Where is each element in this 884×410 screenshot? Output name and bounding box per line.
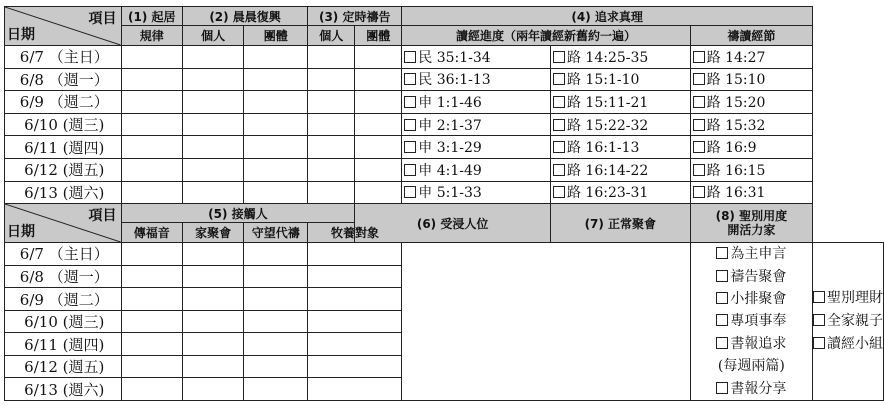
daily-row <box>5 68 884 91</box>
reading-ot-text: 申 1:1-46 <box>418 94 482 111</box>
home-meeting-header: 家聚會 <box>182 223 243 243</box>
meeting-item-label: 書報追求 <box>730 335 787 352</box>
revival-group-cell[interactable] <box>244 46 308 69</box>
date-label: 日期 <box>7 27 35 43</box>
intercession-cell[interactable] <box>244 333 308 356</box>
home-meeting-cell[interactable] <box>182 243 243 266</box>
group-morning-revival-header: (2) 晨晨復興 <box>182 7 307 26</box>
checkbox[interactable] <box>553 164 565 176</box>
consecration-header-line2: 開活力家 <box>727 223 776 238</box>
intercession-cell[interactable] <box>244 243 308 266</box>
meeting-item-label: 專項事奉 <box>730 313 787 330</box>
prayer-group-cell[interactable] <box>355 136 402 159</box>
reading-ot-cell[interactable] <box>402 113 551 136</box>
gospel-cell[interactable] <box>121 288 182 311</box>
pray-read-text: 路 14:27 <box>706 49 766 66</box>
meeting-item[interactable] <box>691 333 812 355</box>
pray-read-text: 路 16:9 <box>706 140 757 157</box>
checkbox[interactable] <box>693 119 705 131</box>
meeting-item[interactable] <box>691 378 812 400</box>
reading-nt-text: 路 16:1-13 <box>566 140 640 157</box>
checkbox[interactable] <box>693 164 705 176</box>
home-meeting-cell[interactable] <box>182 265 243 288</box>
group-truth-header: (4) 追求真理 <box>402 7 813 26</box>
shepherding-cell[interactable] <box>308 355 402 378</box>
intercession-header: 守望代禱 <box>244 223 308 243</box>
prayer-personal-cell[interactable] <box>308 158 355 181</box>
reading-progress-header: 讀經進度（兩年讀經新舊約一遍） <box>402 26 690 46</box>
gospel-cell[interactable] <box>121 333 182 356</box>
reading-nt-text: 路 16:23-31 <box>566 185 649 202</box>
checkbox[interactable] <box>716 292 728 304</box>
daily-row <box>5 181 884 204</box>
revival-personal-cell[interactable] <box>182 181 243 204</box>
prayer-personal-cell[interactable] <box>308 181 355 204</box>
date-cell: 6/11 (週四) <box>5 136 122 159</box>
checkbox[interactable] <box>404 96 416 108</box>
consecration-item[interactable] <box>813 310 883 333</box>
group-routine-header: (1) 起居 <box>121 7 182 26</box>
reading-nt-text: 路 15:11-21 <box>566 94 649 111</box>
reading-ot-cell[interactable] <box>402 136 551 159</box>
date-cell: 6/12 (週五) <box>5 158 122 181</box>
consecration-item[interactable] <box>813 287 883 310</box>
reading-nt-text: 路 15:22-32 <box>566 117 649 134</box>
group-consecration-header <box>690 204 812 243</box>
meeting-item-label: (每週兩篇) <box>717 358 785 375</box>
group-meeting-header: (7) 正常聚會 <box>550 204 690 243</box>
consecration-item[interactable] <box>813 333 883 356</box>
pray-read-cell[interactable] <box>690 91 812 114</box>
reading-ot-text: 申 2:1-37 <box>418 117 482 134</box>
pray-read-text: 路 15:10 <box>706 72 766 89</box>
shepherding-cell[interactable] <box>308 243 402 266</box>
checkbox[interactable] <box>404 73 416 85</box>
pray-read-text: 路 16:15 <box>706 162 766 179</box>
intercession-cell[interactable] <box>244 288 308 311</box>
consecration-item-label: 讀經小組 <box>827 336 883 353</box>
reading-nt-cell[interactable] <box>550 68 690 91</box>
meeting-item-label: 書報分享 <box>730 380 787 397</box>
routine-cell[interactable] <box>121 113 182 136</box>
consecration-item-label: 聖別理財 <box>827 290 883 307</box>
group-prayer-header: (3) 定時禱告 <box>308 7 402 26</box>
gospel-cell[interactable] <box>121 265 182 288</box>
routine-cell[interactable] <box>121 136 182 159</box>
shepherding-cell[interactable] <box>308 310 402 333</box>
revival-group-cell[interactable] <box>244 158 308 181</box>
reading-ot-text: 民 35:1-34 <box>418 49 491 66</box>
checkbox[interactable] <box>693 73 705 85</box>
morning-revival-group-header: 團體 <box>244 26 308 46</box>
checkbox[interactable] <box>404 164 416 176</box>
routine-cell[interactable] <box>121 158 182 181</box>
meeting-item-label: 為主申言 <box>730 246 787 263</box>
date-cell: 6/9 （週二） <box>5 288 122 311</box>
shepherding-cell[interactable] <box>308 265 402 288</box>
checkbox[interactable] <box>553 186 565 198</box>
checkbox[interactable] <box>716 270 728 282</box>
daily-row <box>5 158 884 181</box>
consecration-list-cell <box>813 243 884 401</box>
daily-row <box>5 113 884 136</box>
prayer-group-cell[interactable] <box>355 113 402 136</box>
pray-read-cell[interactable] <box>690 68 812 91</box>
pray-read-cell[interactable] <box>690 46 812 69</box>
prayer-group-cell[interactable] <box>355 91 402 114</box>
reading-nt-cell[interactable] <box>550 113 690 136</box>
routine-cell[interactable] <box>121 46 182 69</box>
meeting-item[interactable] <box>691 288 812 310</box>
date-cell: 6/13 (週六) <box>5 181 122 204</box>
revival-personal-cell[interactable] <box>182 113 243 136</box>
home-meeting-cell[interactable] <box>182 355 243 378</box>
pray-read-text: 路 15:32 <box>706 117 766 134</box>
checkbox[interactable] <box>693 186 705 198</box>
date-cell: 6/8 （週一） <box>5 68 122 91</box>
checkbox[interactable] <box>553 119 565 131</box>
meeting-item[interactable] <box>691 266 812 288</box>
pray-read-verse-header: 禱讀經節 <box>690 26 812 46</box>
checkbox[interactable] <box>553 51 565 63</box>
meeting-item[interactable] <box>691 310 812 332</box>
revival-group-cell[interactable] <box>244 136 308 159</box>
daily-row <box>5 46 884 69</box>
checkbox[interactable] <box>553 141 565 153</box>
reading-ot-cell[interactable] <box>402 158 551 181</box>
home-meeting-cell[interactable] <box>182 333 243 356</box>
daily-row <box>5 243 884 266</box>
prayer-personal-cell[interactable] <box>308 136 355 159</box>
reading-nt-cell[interactable] <box>550 46 690 69</box>
shepherding-cell[interactable] <box>308 378 402 401</box>
reading-ot-text: 申 3:1-29 <box>418 140 482 157</box>
reading-nt-cell[interactable] <box>550 91 690 114</box>
revival-group-cell[interactable] <box>244 68 308 91</box>
home-meeting-cell[interactable] <box>182 288 243 311</box>
reading-nt-text: 路 14:25-35 <box>566 49 649 66</box>
pray-read-cell[interactable] <box>690 181 812 204</box>
shepherding-cell[interactable] <box>308 288 402 311</box>
prayer-group-cell[interactable] <box>355 158 402 181</box>
date-cell: 6/7 （主日） <box>5 243 122 266</box>
pray-read-cell[interactable] <box>690 136 812 159</box>
routine-cell[interactable] <box>121 68 182 91</box>
prayer-personal-cell[interactable] <box>308 113 355 136</box>
gospel-cell[interactable] <box>121 378 182 401</box>
reading-nt-cell[interactable] <box>550 181 690 204</box>
prayer-personal-header: 個人 <box>308 26 355 46</box>
reading-ot-cell[interactable] <box>402 181 551 204</box>
date-cell: 6/9 （週二） <box>5 91 122 114</box>
checkbox[interactable] <box>404 186 416 198</box>
checkbox[interactable] <box>404 51 416 63</box>
date-cell: 6/8 （週一） <box>5 265 122 288</box>
revival-personal-cell[interactable] <box>182 46 243 69</box>
checkbox[interactable] <box>813 291 825 303</box>
checkbox[interactable] <box>693 51 705 63</box>
revival-personal-cell[interactable] <box>182 68 243 91</box>
prayer-group-cell[interactable] <box>355 68 402 91</box>
prayer-personal-cell[interactable] <box>308 46 355 69</box>
checkbox[interactable] <box>716 382 728 394</box>
intercession-cell[interactable] <box>244 265 308 288</box>
prayer-group-header: 團體 <box>355 26 402 46</box>
morning-revival-personal-header: 個人 <box>182 26 243 46</box>
checkbox[interactable] <box>693 141 705 153</box>
date-cell: 6/13 (週六) <box>5 378 122 401</box>
meeting-item[interactable] <box>691 243 812 265</box>
item-label: 項目 <box>88 208 117 225</box>
date-cell: 6/10 (週三) <box>5 310 122 333</box>
intercession-cell[interactable] <box>244 310 308 333</box>
gospel-header: 傳福音 <box>121 223 182 243</box>
reading-nt-cell[interactable] <box>550 136 690 159</box>
date-cell: 6/11 (週四) <box>5 333 122 356</box>
checkbox[interactable] <box>553 96 565 108</box>
checkbox[interactable] <box>716 314 728 326</box>
pray-read-text: 路 15:20 <box>706 94 766 111</box>
revival-personal-cell[interactable] <box>182 91 243 114</box>
prayer-group-cell[interactable] <box>355 181 402 204</box>
baptism-cell[interactable] <box>402 243 690 401</box>
gospel-cell[interactable] <box>121 310 182 333</box>
consecration-item-label: 全家親子 <box>827 313 883 330</box>
revival-personal-cell[interactable] <box>182 158 243 181</box>
revival-personal-cell[interactable] <box>182 136 243 159</box>
reading-ot-text: 申 5:1-33 <box>418 185 482 202</box>
meeting-item <box>691 355 812 377</box>
shepherding-cell[interactable] <box>308 333 402 356</box>
daily-row <box>5 91 884 114</box>
intercession-cell[interactable] <box>244 378 308 401</box>
revival-group-cell[interactable] <box>244 181 308 204</box>
date-label: 日期 <box>7 224 35 241</box>
shepherding-header: 牧養對象 <box>308 223 402 243</box>
home-meeting-cell[interactable] <box>182 378 243 401</box>
checkbox[interactable] <box>813 314 825 326</box>
reading-ot-text: 申 4:1-49 <box>418 162 482 179</box>
gospel-cell[interactable] <box>121 355 182 378</box>
date-cell: 6/7 （主日） <box>5 46 122 69</box>
revival-group-cell[interactable] <box>244 91 308 114</box>
reading-ot-cell[interactable] <box>402 68 551 91</box>
reading-nt-cell[interactable] <box>550 158 690 181</box>
item-label: 項目 <box>88 11 117 27</box>
routine-cell[interactable] <box>121 91 182 114</box>
prayer-personal-cell[interactable] <box>308 68 355 91</box>
daily-row <box>5 136 884 159</box>
home-meeting-cell[interactable] <box>182 310 243 333</box>
pray-read-cell[interactable] <box>690 113 812 136</box>
reading-nt-text: 路 15:1-10 <box>566 72 640 89</box>
prayer-group-cell[interactable] <box>355 46 402 69</box>
checkbox[interactable] <box>716 337 728 349</box>
date-cell: 6/10 (週三) <box>5 113 122 136</box>
group-baptism-header: (6) 受浸人位 <box>355 204 551 243</box>
reading-ot-cell[interactable] <box>402 91 551 114</box>
corner-header-bottom <box>5 204 122 243</box>
prayer-personal-cell[interactable] <box>308 91 355 114</box>
meeting-item-label: 禱告聚會 <box>730 268 787 285</box>
checkbox[interactable] <box>813 337 825 349</box>
pray-read-text: 路 16:31 <box>706 185 766 202</box>
routine-cell[interactable] <box>121 181 182 204</box>
tracking-table <box>4 6 884 401</box>
pray-read-cell[interactable] <box>690 158 812 181</box>
reading-ot-cell[interactable] <box>402 46 551 69</box>
meeting-item-label: 小排聚會 <box>730 290 787 307</box>
intercession-cell[interactable] <box>244 355 308 378</box>
consecration-header-line1: (8) 聖別用度 <box>715 209 788 224</box>
date-cell: 6/12 (週五) <box>5 355 122 378</box>
routine-subheader: 規律 <box>121 26 182 46</box>
schedule-sheet <box>4 6 884 401</box>
checkbox[interactable] <box>553 73 565 85</box>
gospel-cell[interactable] <box>121 243 182 266</box>
reading-ot-text: 民 36:1-13 <box>418 72 491 89</box>
group-contact-header: (5) 接觸人 <box>121 204 355 223</box>
revival-group-cell[interactable] <box>244 113 308 136</box>
checkbox[interactable] <box>404 119 416 131</box>
corner-header-top <box>5 7 122 46</box>
checkbox[interactable] <box>404 141 416 153</box>
reading-nt-text: 路 16:14-22 <box>566 162 649 179</box>
meeting-list-cell <box>690 243 812 401</box>
checkbox[interactable] <box>693 96 705 108</box>
checkbox[interactable] <box>716 247 728 259</box>
